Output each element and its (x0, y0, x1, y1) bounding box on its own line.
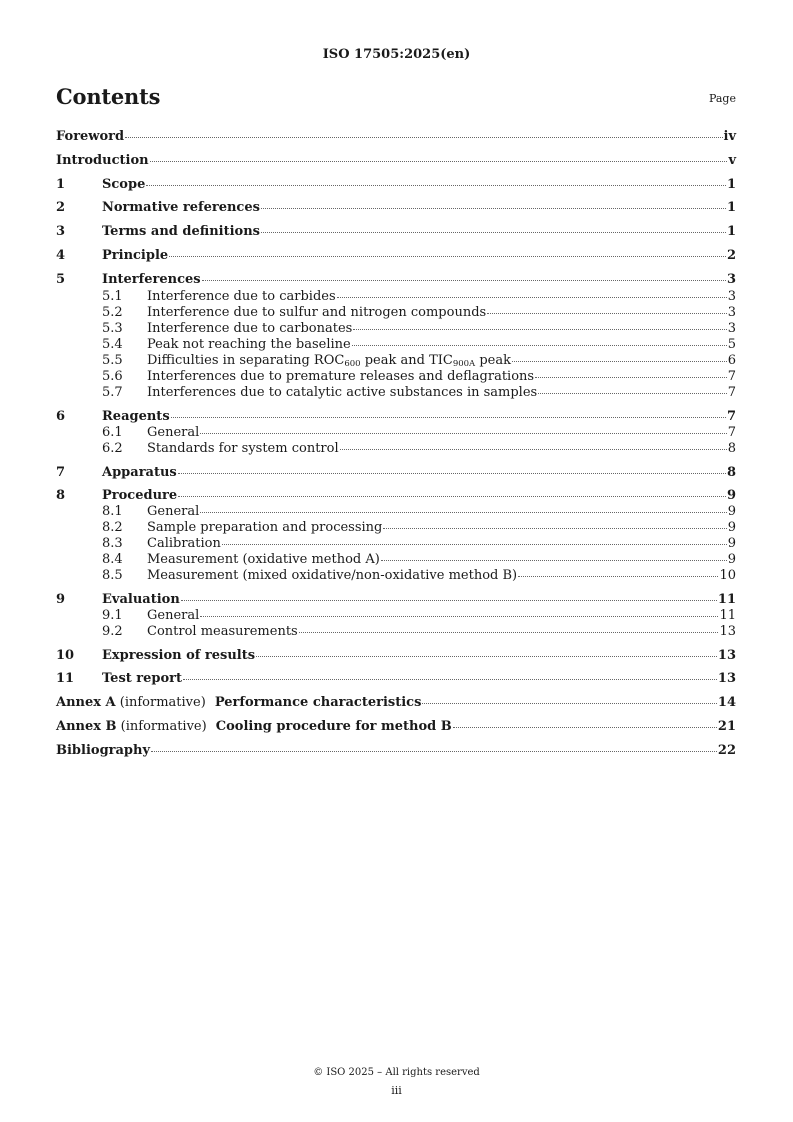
dot-leader (151, 751, 717, 752)
toc-page-number: 2 (726, 248, 736, 263)
page-number-footer: iii (391, 1084, 402, 1097)
section-number: 6.2 (102, 441, 123, 456)
dot-leader (146, 185, 726, 186)
dot-leader (169, 256, 726, 257)
dot-leader (202, 280, 726, 281)
annex-label: Annex B (56, 719, 117, 734)
toc-entry-text: Interferences due to catalytic active substances in samples (147, 385, 538, 400)
toc-entry-test-report[interactable] (56, 671, 736, 686)
toc-page-number: 7 (727, 425, 736, 440)
dot-leader (353, 329, 726, 330)
toc-entry-normative-references[interactable] (56, 200, 736, 215)
toc-page-number: 9 (727, 552, 736, 567)
toc-page-number: 5 (727, 337, 736, 352)
section-number: 9.1 (102, 608, 123, 623)
toc-entry-text: Interference due to sulfur and nitrogen compounds (147, 305, 487, 320)
toc-page-number: 9 (727, 520, 736, 535)
section-number: 5.1 (102, 289, 123, 304)
toc-page-number: 8 (726, 465, 736, 480)
toc-entry-terms-definitions[interactable] (56, 224, 736, 239)
section-number: 7 (56, 465, 66, 480)
section-number: 5.6 (102, 369, 123, 384)
toc-subentry-5-6[interactable] (56, 369, 736, 384)
toc-subentry-6-1[interactable] (56, 425, 736, 440)
toc-entry-text: Principle (102, 248, 169, 263)
toc-entry-text: General (147, 425, 200, 440)
section-number: 8.1 (102, 504, 123, 519)
toc-page-number: 1 (726, 177, 736, 192)
toc-entry-text: Apparatus (102, 465, 177, 480)
toc-page-number: v (728, 153, 736, 168)
dot-leader (352, 345, 727, 346)
toc-entry-text: Interference due to carbonates (147, 321, 353, 336)
toc-entry-text: Normative references (102, 200, 260, 215)
toc-entry-text: Foreword (56, 129, 125, 144)
toc-page-number: 13 (719, 624, 736, 639)
toc-entry-text: Measurement (oxidative method A) (147, 552, 380, 567)
toc-page-number: 8 (727, 441, 736, 456)
toc-subentry-9-2[interactable] (56, 624, 736, 639)
toc-page-number: 7 (727, 385, 736, 400)
dot-leader (171, 417, 726, 418)
document-id-header: ISO 17505:2025(en) (322, 47, 471, 62)
toc-page-number: 11 (719, 608, 736, 623)
dot-leader (261, 232, 726, 233)
toc-entry-text (56, 719, 452, 734)
dot-leader (487, 313, 727, 314)
toc-subentry-8-4[interactable] (56, 552, 736, 567)
annex-title: Cooling procedure for method B (215, 719, 452, 734)
toc-entry-text: Peak not reaching the baseline (147, 337, 351, 352)
toc-subentry-5-1[interactable] (56, 289, 736, 304)
toc-entry-text: General (147, 608, 200, 623)
text-part: peak (475, 353, 511, 368)
toc-entry-text: Terms and definitions (102, 224, 260, 239)
section-number: 3 (56, 224, 66, 239)
toc-entry-text: Standards for system control (147, 441, 339, 456)
dot-leader (222, 544, 727, 545)
toc-entry-text: Measurement (mixed oxidative/non-oxidative method B) (147, 568, 518, 583)
dot-leader (178, 496, 726, 497)
toc-subentry-5-5[interactable] (56, 353, 736, 368)
dot-leader (422, 703, 717, 704)
toc-page-number: 7 (727, 369, 736, 384)
text-part: Difficulties in separating ROC (147, 353, 345, 368)
section-number: 5 (56, 272, 66, 287)
toc-page-number: 1 (726, 200, 736, 215)
toc-entry-annex-b[interactable] (56, 719, 736, 734)
toc-entry-bibliography[interactable] (56, 743, 736, 758)
toc-page-number: 22 (717, 743, 736, 758)
toc-page-number: 3 (727, 289, 736, 304)
toc-subentry-6-2[interactable] (56, 441, 736, 456)
dot-leader (453, 727, 717, 728)
dot-leader (518, 576, 718, 577)
toc-entry-text: Reagents (102, 409, 170, 424)
dot-leader (125, 137, 722, 138)
toc-entry-text: Calibration (147, 536, 221, 551)
toc-entry-text: Test report (102, 671, 183, 686)
toc-page-number: 3 (727, 305, 736, 320)
section-number: 6 (56, 409, 66, 424)
toc-subentry-9-1[interactable] (56, 608, 736, 623)
dot-leader (261, 208, 726, 209)
toc-entry-apparatus[interactable] (56, 465, 736, 480)
toc-entry-text (147, 353, 511, 368)
toc-page-number: 9 (726, 488, 736, 503)
toc-entry-principle[interactable] (56, 248, 736, 263)
toc-subentry-8-3[interactable] (56, 536, 736, 551)
dot-leader (538, 393, 727, 394)
toc-entry-text: Scope (102, 177, 146, 192)
toc-subentry-8-2[interactable] (56, 520, 736, 535)
toc-page-number: 13 (717, 648, 736, 663)
toc-page-number: 14 (717, 695, 736, 710)
dot-leader (383, 528, 726, 529)
dot-leader (512, 361, 727, 362)
annex-title: Performance characteristics (214, 695, 422, 710)
toc-entry-text: Introduction (56, 153, 149, 168)
section-number: 1 (56, 177, 66, 192)
dot-leader (299, 632, 719, 633)
toc-entry-text: Interference due to carbides (147, 289, 336, 304)
annex-type: (informative) (116, 719, 207, 734)
toc-subentry-5-7[interactable] (56, 385, 736, 400)
section-number: 8.5 (102, 568, 123, 583)
toc-entry-annex-a[interactable] (56, 695, 736, 710)
section-number: 6.1 (102, 425, 123, 440)
toc-entry-text: Interferences (102, 272, 201, 287)
section-number: 9.2 (102, 624, 123, 639)
toc-page-number: 11 (717, 592, 736, 607)
toc-page-number: 9 (727, 504, 736, 519)
section-number: 8 (56, 488, 66, 503)
dot-leader (381, 560, 727, 561)
toc-entry-text: Evaluation (102, 592, 180, 607)
toc-entry-text: Bibliography (56, 743, 151, 758)
toc-subentry-5-2[interactable] (56, 305, 736, 320)
toc-entry-reagents[interactable] (56, 409, 736, 424)
toc-entry-evaluation[interactable] (56, 592, 736, 607)
toc-entry-text: Expression of results (102, 648, 256, 663)
toc-subentry-5-3[interactable] (56, 321, 736, 336)
toc-entry-foreword[interactable] (56, 129, 736, 144)
toc-subentry-8-5[interactable] (56, 568, 736, 583)
toc-entry-scope[interactable] (56, 177, 736, 192)
toc-page-number: 3 (726, 272, 736, 287)
contents-title: Contents (56, 84, 161, 109)
dot-leader (340, 449, 727, 450)
dot-leader (181, 600, 717, 601)
dot-leader (337, 297, 727, 298)
page-column-label: Page (708, 92, 736, 105)
toc-entry-text: Interferences due to premature releases and deflagrations (147, 369, 535, 384)
toc-entry-introduction[interactable] (56, 153, 736, 168)
toc-entry-text: General (147, 504, 200, 519)
toc-page-number: 3 (727, 321, 736, 336)
toc-page-number: 13 (717, 671, 736, 686)
section-number: 11 (56, 671, 75, 686)
toc-subentry-8-1[interactable] (56, 504, 736, 519)
dot-leader (256, 656, 717, 657)
toc-entry-text (56, 695, 421, 710)
dot-leader (183, 679, 717, 680)
annex-type: (informative) (115, 695, 206, 710)
toc-entry-expression-of-results[interactable] (56, 648, 736, 663)
toc-entry-text: Procedure (102, 488, 178, 503)
subscript: 600 (344, 359, 361, 369)
section-number: 8.4 (102, 552, 123, 567)
section-number: 2 (56, 200, 66, 215)
toc-entry-procedure[interactable] (56, 488, 736, 503)
text-part: peak and TIC (360, 353, 453, 368)
toc-page-number: 7 (726, 409, 736, 424)
dot-leader (200, 512, 726, 513)
toc-page-number: iv (723, 129, 736, 144)
section-number: 5.7 (102, 385, 123, 400)
toc-page-number: 6 (727, 353, 736, 368)
section-number: 8.2 (102, 520, 123, 535)
section-number: 5.4 (102, 337, 123, 352)
section-number: 5.2 (102, 305, 123, 320)
section-number: 4 (56, 248, 66, 263)
toc-page-number: 21 (717, 719, 736, 734)
section-number: 5.5 (102, 353, 123, 368)
section-number: 9 (56, 592, 66, 607)
dot-leader (200, 433, 726, 434)
toc-entry-text: Control measurements (147, 624, 298, 639)
subscript: 900A (452, 359, 476, 369)
section-number: 10 (56, 648, 75, 663)
dot-leader (178, 473, 726, 474)
copyright-footer: © ISO 2025 – All rights reserved (313, 1067, 480, 1078)
dot-leader (200, 616, 718, 617)
toc-page-number: 10 (719, 568, 736, 583)
toc-subentry-5-4[interactable] (56, 337, 736, 352)
dot-leader (535, 377, 727, 378)
toc-entry-text: Sample preparation and processing (147, 520, 383, 535)
annex-label: Annex A (56, 695, 116, 710)
toc-page-number: 1 (726, 224, 736, 239)
section-number: 5.3 (102, 321, 123, 336)
toc-entry-interferences[interactable] (56, 272, 736, 287)
toc-page-number: 9 (727, 536, 736, 551)
dot-leader (150, 161, 728, 162)
section-number: 8.3 (102, 536, 123, 551)
